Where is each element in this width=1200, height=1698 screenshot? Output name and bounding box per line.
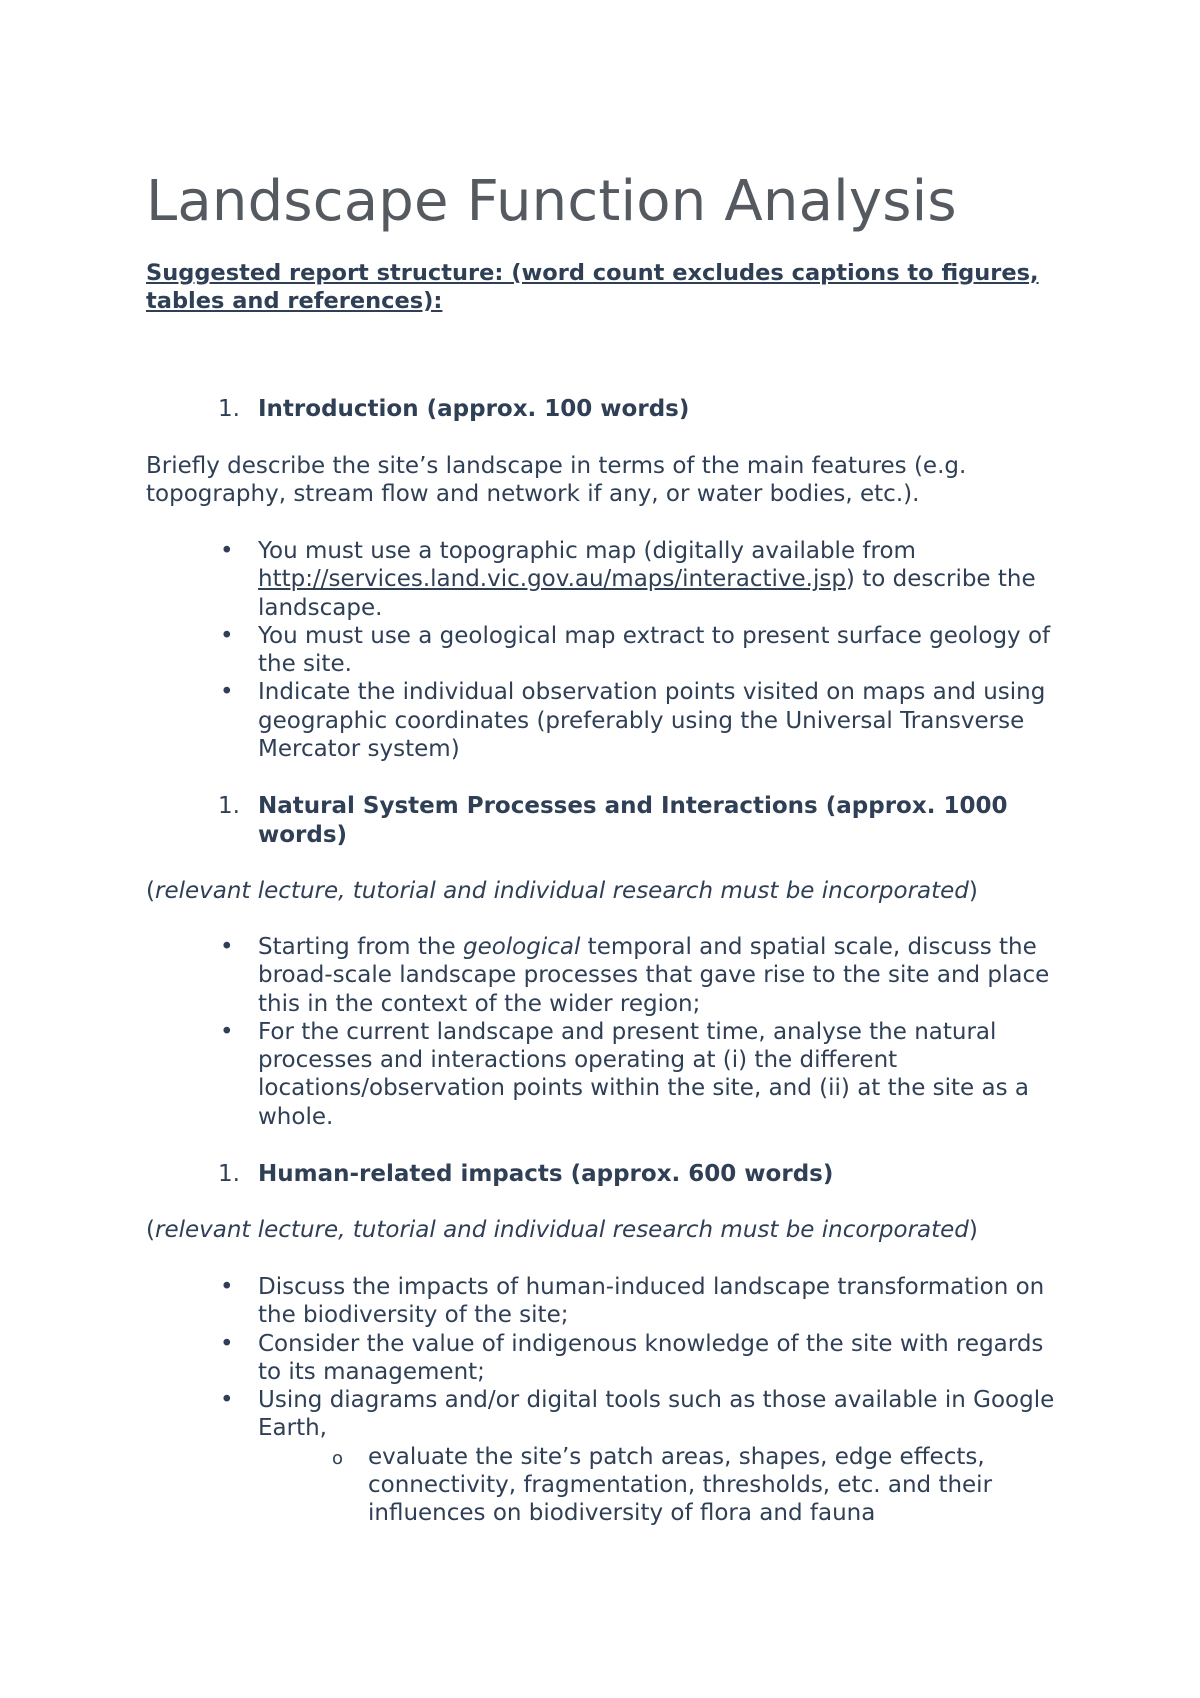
section-heading-introduction xyxy=(146,395,1066,424)
bullet-icon: • xyxy=(220,934,234,960)
list-item: • You must use a topographic map (digitally available from http://services.land.vic.gov.au/maps/interactive.jsp) to describe the landscape. xyxy=(220,538,1036,621)
bullet-icon: • xyxy=(220,622,234,649)
list-item: • Starting from the geological temporal and spatial scale, discuss the broad-scale landscape processes that gave rise to the site and place this in the context of the wider region; xyxy=(220,934,1050,1017)
section-heading-text: Human-related impacts (approx. 600 words) xyxy=(258,1161,834,1187)
bullet-icon: • xyxy=(220,1274,234,1300)
sub-bullet-list xyxy=(258,1443,1066,1528)
section-heading-natural-systems xyxy=(146,792,1066,849)
section-number: 1. xyxy=(218,1161,240,1187)
list-item: • Using diagrams and/or digital tools such as those available in Google Earth, o evaluate the site’s patch areas, shapes, edge effects, connectivity, fragmentation, thresholds, etc. and their influences on biodiversity of flora and fauna xyxy=(146,1386,1066,1527)
introduction-paragraph: Briefly describe the site’s landscape in terms of the main features (e.g. topography, stream flow and network if any, or water bodies, etc.). xyxy=(146,453,967,507)
bullet-icon: • xyxy=(220,679,234,706)
section-heading-human-impacts xyxy=(146,1160,1066,1189)
bullet-icon: • xyxy=(220,1387,234,1414)
human-impacts-bullet-list xyxy=(146,1273,1066,1528)
list-item: • Consider the value of indigenous knowledge of the site with regards to its management; xyxy=(220,1330,1044,1385)
topographic-map-link[interactable]: http://services.land.vic.gov.au/maps/interactive.jsp xyxy=(258,566,846,593)
list-item: • Discuss the impacts of human-induced landscape transformation on the biodiversity of the site; xyxy=(220,1274,1045,1329)
section-number: 1. xyxy=(218,396,240,422)
list-item: • You must use a geological map extract to present surface geology of the site. xyxy=(220,622,1051,678)
document-title: Landscape Function Analysis xyxy=(146,169,957,234)
introduction-bullet-list xyxy=(146,537,1066,763)
list-item: • Indicate the individual observation points visited on maps and using geographic coordinates (preferably using the Universal Transverse Mercator system) xyxy=(220,679,1046,763)
bullet-icon: • xyxy=(220,1018,234,1045)
natural-systems-note: (relevant lecture, tutorial and individual research must be incorporated) xyxy=(146,878,978,904)
bullet-icon: • xyxy=(220,538,234,564)
circle-bullet-icon: o xyxy=(332,1447,344,1469)
section-heading-text: Natural System Processes and Interactions (approx. 1000 words) xyxy=(258,793,1008,848)
report-structure-subtitle: Suggested report structure: (word count excludes captions to figures, tables and references): xyxy=(146,260,1039,314)
list-item: o evaluate the site’s patch areas, shapes, edge effects, connectivity, fragmentation, thresholds, etc. and their influences on biodiversity of flora and fauna xyxy=(332,1443,993,1527)
natural-systems-bullet-list xyxy=(146,933,1066,1131)
bullet-icon: • xyxy=(220,1330,234,1357)
section-number: 1. xyxy=(218,793,240,819)
section-heading-text: Introduction (approx. 100 words) xyxy=(258,396,690,422)
list-item: • For the current landscape and present time, analyse the natural processes and interactions operating at (i) the different locations/observation points within the site, and (ii) at the site as a whole. xyxy=(220,1018,1030,1130)
human-impacts-note: (relevant lecture, tutorial and individual research must be incorporated) xyxy=(146,1217,978,1243)
